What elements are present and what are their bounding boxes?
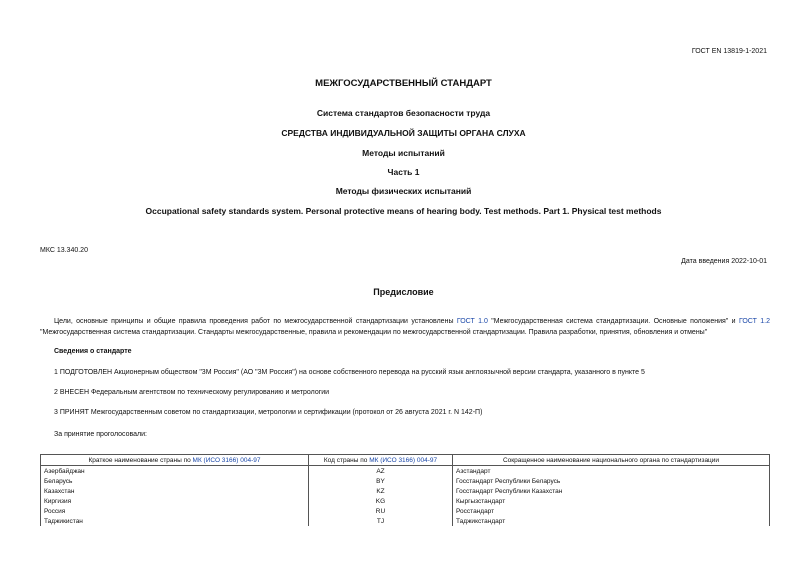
table-row [41,506,770,516]
mk-iso-link[interactable]: МК (ИСО 3166) 004-97 [192,456,261,464]
body-cell: Госстандарт Республики Казахстан [453,486,770,496]
foreword-text-b: "Межгосударственная система стандартизации. Основные положения" и [487,318,739,325]
table-row [41,486,770,496]
subject-title: СРЕДСТВА ИНДИВИДУАЛЬНОЙ ЗАЩИТЫ ОРГАНА СЛУХА [281,128,526,138]
code-cell: TJ [309,516,453,526]
standard-type-heading: МЕЖГОСУДАРСТВЕННЫЙ СТАНДАРТ [315,78,492,89]
table-row [41,496,770,506]
info-item-prepared: 1 ПОДГОТОВЛЕН Акционерным обществом "3М Россия" (АО "3М Россия") на основе собственного перевода на русский язык англоязычной версии стандарта, указанного в пункте 5 [54,369,645,376]
mk-iso-link[interactable]: МК (ИСО 3166) 004-97 [369,456,438,464]
code-cell: KZ [309,486,453,496]
country-cell: Азербайджан [41,466,309,477]
voted-label: За принятие проголосовали: [54,431,147,438]
introduction-date: Дата введения 2022-10-01 [681,258,767,265]
header-code-text: Код страны по [323,456,370,464]
country-cell: Россия [41,506,309,516]
part-number: Часть 1 [387,167,420,177]
info-item-submitted: 2 ВНЕСЕН Федеральным агентством по техническому регулированию и метрологии [54,389,330,396]
voting-countries-table [40,454,770,526]
header-code [309,455,453,466]
table-row [41,476,770,486]
code-cell: RU [309,506,453,516]
body-cell: Росстандарт [453,506,770,516]
code-cell: AZ [309,466,453,477]
part-title: Методы физических испытаний [335,186,472,196]
header-country [41,455,309,466]
table-row [41,516,770,526]
info-item-adopted: 3 ПРИНЯТ Межгосударственным советом по стандартизации, метрологии и сертификации (протокол от 26 августа 2021 г. N 142-П) [54,409,483,416]
table-row [41,466,770,477]
header-body: Сокращенное наименование национального органа по стандартизации [453,455,770,466]
mks-code: МКС 13.340.20 [40,247,88,254]
country-cell: Таджикистан [41,516,309,526]
foreword-text-c: "Межгосударственная система стандартизации. Стандарты межгосударственные, правила и рекомендации по межгосударственной стандартизации. Правила разработки, принятия, обновления и отмены" [40,329,708,336]
country-cell: Киргизия [41,496,309,506]
country-cell: Казахстан [41,486,309,496]
country-cell: Беларусь [41,476,309,486]
body-cell: Таджикстандарт [453,516,770,526]
body-cell: Госстандарт Республики Беларусь [453,476,770,486]
methods-title: Методы испытаний [362,148,445,158]
foreword-heading: Предисловие [373,287,434,297]
document-code: ГОСТ EN 13819-1-2021 [691,48,767,55]
header-country-text: Краткое наименование страны по [88,456,193,464]
table-header-row [41,455,770,466]
body-cell: Азстандарт [453,466,770,477]
gost-1-0-link[interactable]: ГОСТ 1.0 [456,318,488,325]
foreword-paragraph [40,316,770,338]
gost-1-2-link[interactable]: ГОСТ 1.2 [738,318,770,325]
system-title: Система стандартов безопасности труда [316,108,491,118]
standard-info-heading: Сведения о стандарте [54,348,132,355]
english-title: Occupational safety standards system. Personal protective means of hearing body. Test methods. Part 1. Physical test methods [145,206,662,216]
body-cell: Кыргызстандарт [453,496,770,506]
code-cell: BY [309,476,453,486]
code-cell: KG [309,496,453,506]
foreword-text-a: Цели, основные принципы и общие правила проведения работ по межгосударственной стандартизации установлены [54,318,457,325]
